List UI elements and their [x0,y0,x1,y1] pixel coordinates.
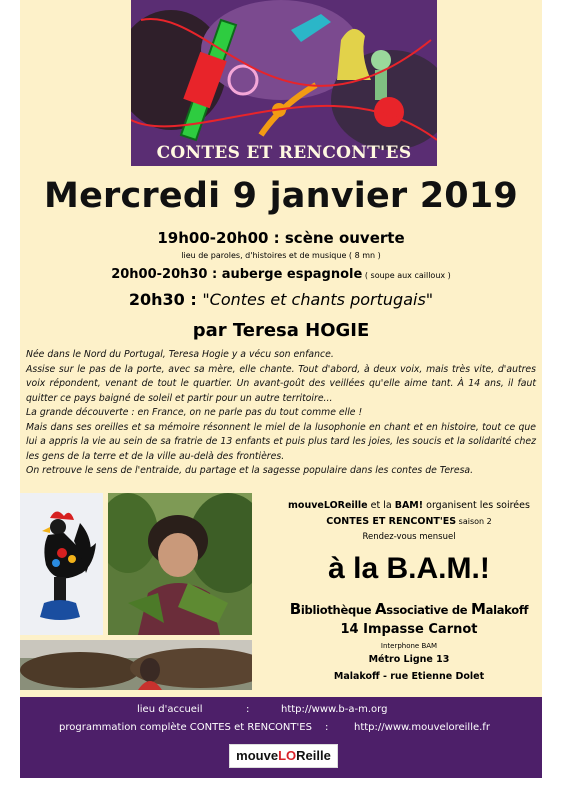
organizers-text: organisent les soirées [423,500,530,511]
library-word-3: alakoff [485,603,529,617]
series-name: CONTES ET RENCONT'ES [326,516,457,527]
organizers-conjunction: et la [367,500,395,511]
mouveloreille-logo [229,744,338,768]
footer-sep-1: : [246,704,250,715]
organizers-line [276,500,542,511]
show-line [20,290,542,309]
landscape-photo [20,640,252,690]
library-word-2: ssociative de [386,603,471,617]
logo-text-a: mouve [236,748,279,763]
bio-paragraph: Mais dans ses oreilles et sa mémoire résonnent le miel de la lusophonie en chant et en histoire, tout ce que lui a appris la vie au sein de sa fratrie de 13 enfants et puis plus tard les joies, les soucis et la solidarité chez les gens de la terre et de la ville au-delà des frontières. [26,421,536,462]
rooster-photo [20,493,103,635]
logo-text-c: Reille [296,748,331,763]
potluck-line [20,267,542,282]
bio-paragraph: Née dans le Nord du Portugal, Teresa Hogie y a vécu son enfance. [26,349,334,360]
show-title: "Contes et chants portugais" [202,290,434,309]
library-full-name [276,600,542,618]
open-stage-description: lieu de paroles, d'histoires et de musique ( 8 mn ) [181,251,381,260]
open-stage-time: 19h00-20h00 : scène ouverte [157,229,405,247]
venue-website-link[interactable]: http://www.b-a-m.org [281,704,388,715]
bio-paragraph: On retrouve le sens de l'entraide, du partage et la sagesse populaire dans les contes de Teresa. [26,465,474,476]
potluck-note: ( soupe aux cailloux ) [362,271,451,280]
library-word-1: ibliothèque [300,603,375,617]
logo-text-b: LO [278,748,297,763]
organizer-bam: BAM! [394,500,424,511]
banner-illustration [131,0,437,166]
banner-title: CONTES ET RENCONT'ES [156,143,412,163]
bio-paragraph: La grande découverte : en France, on ne parle pas du tout comme elle ! [26,407,363,418]
metro-line: Métro Ligne 13 [368,654,450,665]
performer-biography [26,348,536,479]
show-time: 20h30 : [128,290,203,309]
library-initial-b: B [289,600,301,618]
program-website-link[interactable]: http://www.mouveloreille.fr [354,722,490,733]
footer-venue-label: lieu d'accueil [137,704,203,715]
bio-paragraph: Assise sur le pas de la porte, avec sa mère, elle chante. Tout d'abord, à deux voix, mais très vite, d'autres voix répondent, venant de tout le quartier. Un avant-goût des veillées qu'elle aime tant. À 14 ans, il faut quitter ce pays baigné de soleil et partir pour un autre territoire... [26,363,536,404]
library-initial-a: A [374,600,387,618]
monthly-meeting: Rendez-vous mensuel [362,532,456,542]
library-initial-m: M [470,600,486,618]
poster-page [20,0,542,778]
street-location: Malakoff - rue Etienne Dolet [333,671,485,682]
venue-address: 14 Impasse Carnot [340,622,478,637]
event-date: Mercredi 9 janvier 2019 [44,176,518,216]
footer-program-label: programmation complète CONTES et RENCONT'ES [59,722,312,733]
series-line [276,516,542,527]
series-season: saison 2 [456,517,492,526]
organizer-mouveloreille: mouveLOReille [288,500,368,511]
footer-bar [20,697,542,778]
potluck-time: 20h00-20h30 : auberge espagnole [111,267,363,282]
banner-collage-image [131,0,437,166]
performer-name: par Teresa HOGIE [192,320,370,341]
performer-portrait-photo [108,493,252,635]
footer-sep-2: : [325,722,329,733]
venue-name: à la B.A.M.! [328,552,490,585]
intercom-note: Interphone BAM [380,642,438,650]
